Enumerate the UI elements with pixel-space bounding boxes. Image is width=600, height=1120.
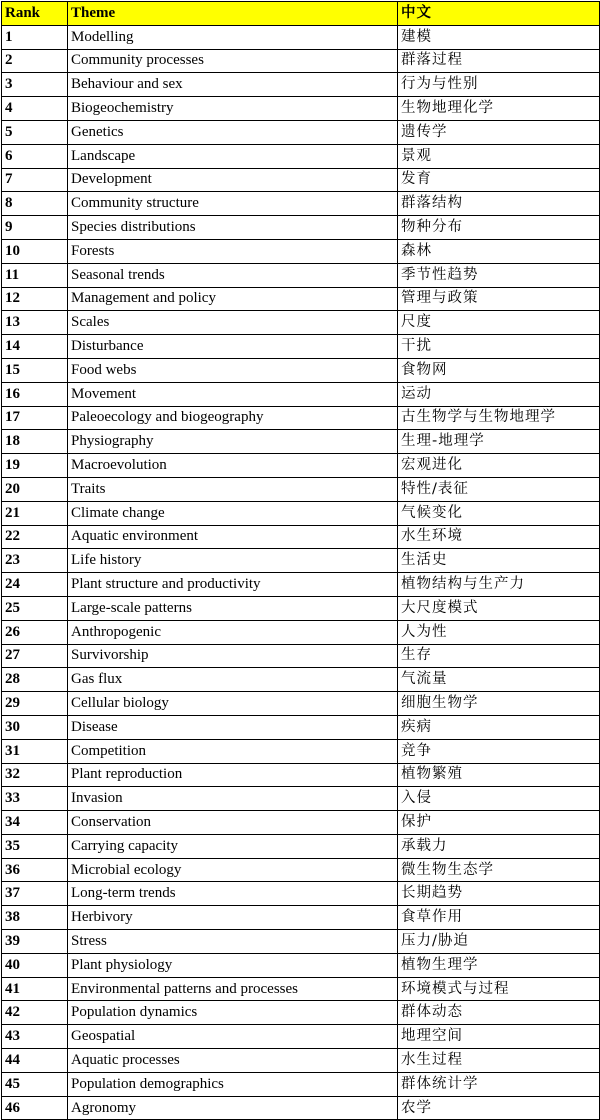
theme-cell: Anthropogenic (68, 620, 398, 644)
rank-cell: 34 (2, 811, 68, 835)
chinese-cell: 季节性趋势 (398, 263, 600, 287)
chinese-cell: 运动 (398, 382, 600, 406)
table-row (2, 501, 600, 525)
table-row (2, 311, 600, 335)
chinese-cell: 承载力 (398, 834, 600, 858)
table-row (2, 596, 600, 620)
rank-cell: 3 (2, 73, 68, 97)
chinese-cell: 生存 (398, 644, 600, 668)
rank-cell: 21 (2, 501, 68, 525)
theme-cell: Species distributions (68, 216, 398, 240)
theme-cell: Agronomy (68, 1096, 398, 1120)
table-row (2, 97, 600, 121)
chinese-cell: 管理与政策 (398, 287, 600, 311)
chinese-cell: 遗传学 (398, 120, 600, 144)
rank-cell: 42 (2, 1001, 68, 1025)
theme-cell: Plant structure and productivity (68, 573, 398, 597)
rank-cell: 41 (2, 977, 68, 1001)
theme-cell: Aquatic processes (68, 1049, 398, 1073)
table-row (2, 1001, 600, 1025)
header-theme: Theme (68, 2, 398, 26)
rank-cell: 14 (2, 335, 68, 359)
chinese-cell: 植物结构与生产力 (398, 573, 600, 597)
table-row (2, 239, 600, 263)
chinese-cell: 特性/表征 (398, 477, 600, 501)
theme-cell: Long-term trends (68, 882, 398, 906)
rank-cell: 20 (2, 477, 68, 501)
theme-cell: Scales (68, 311, 398, 335)
rank-cell: 33 (2, 787, 68, 811)
table-row (2, 644, 600, 668)
theme-cell: Genetics (68, 120, 398, 144)
chinese-cell: 微生物生态学 (398, 858, 600, 882)
theme-cell: Geospatial (68, 1025, 398, 1049)
table-row (2, 216, 600, 240)
rank-cell: 23 (2, 549, 68, 573)
table-row (2, 858, 600, 882)
theme-cell: Macroevolution (68, 454, 398, 478)
chinese-cell: 疾病 (398, 715, 600, 739)
rank-cell: 27 (2, 644, 68, 668)
theme-cell: Paleoecology and biogeography (68, 406, 398, 430)
rank-cell: 7 (2, 168, 68, 192)
rank-cell: 28 (2, 668, 68, 692)
theme-cell: Physiography (68, 430, 398, 454)
theme-cell: Plant physiology (68, 953, 398, 977)
theme-cell: Microbial ecology (68, 858, 398, 882)
table-row (2, 882, 600, 906)
chinese-cell: 生理-地理学 (398, 430, 600, 454)
theme-cell: Environmental patterns and processes (68, 977, 398, 1001)
chinese-cell: 食物网 (398, 358, 600, 382)
table-row (2, 953, 600, 977)
theme-cell: Community structure (68, 192, 398, 216)
rank-cell: 37 (2, 882, 68, 906)
header-chinese: 中文 (398, 2, 600, 26)
theme-cell: Competition (68, 739, 398, 763)
rank-cell: 43 (2, 1025, 68, 1049)
chinese-cell: 地理空间 (398, 1025, 600, 1049)
table-row (2, 406, 600, 430)
rank-cell: 17 (2, 406, 68, 430)
table-row (2, 668, 600, 692)
rank-cell: 9 (2, 216, 68, 240)
rank-cell: 5 (2, 120, 68, 144)
theme-cell: Herbivory (68, 906, 398, 930)
table-row (2, 834, 600, 858)
chinese-cell: 景观 (398, 144, 600, 168)
theme-cell: Development (68, 168, 398, 192)
rank-cell: 45 (2, 1072, 68, 1096)
chinese-cell: 植物生理学 (398, 953, 600, 977)
chinese-cell: 长期趋势 (398, 882, 600, 906)
chinese-cell: 森林 (398, 239, 600, 263)
table-row (2, 25, 600, 49)
table-row (2, 811, 600, 835)
table-row (2, 287, 600, 311)
chinese-cell: 生物地理化学 (398, 97, 600, 121)
table-row (2, 49, 600, 73)
rank-cell: 11 (2, 263, 68, 287)
theme-cell: Plant reproduction (68, 763, 398, 787)
rank-cell: 29 (2, 692, 68, 716)
table-row (2, 382, 600, 406)
table-row (2, 168, 600, 192)
theme-cell: Community processes (68, 49, 398, 73)
chinese-cell: 尺度 (398, 311, 600, 335)
rank-cell: 16 (2, 382, 68, 406)
chinese-cell: 农学 (398, 1096, 600, 1120)
table-row (2, 358, 600, 382)
theme-cell: Climate change (68, 501, 398, 525)
chinese-cell: 群落过程 (398, 49, 600, 73)
table-header (2, 2, 600, 26)
theme-cell: Aquatic environment (68, 525, 398, 549)
table-body (2, 25, 600, 1120)
rank-cell: 31 (2, 739, 68, 763)
theme-cell: Conservation (68, 811, 398, 835)
chinese-cell: 水生过程 (398, 1049, 600, 1073)
chinese-cell: 植物繁殖 (398, 763, 600, 787)
chinese-cell: 入侵 (398, 787, 600, 811)
table-row (2, 787, 600, 811)
table-row (2, 1096, 600, 1120)
theme-cell: Traits (68, 477, 398, 501)
table-row (2, 73, 600, 97)
theme-cell: Movement (68, 382, 398, 406)
rank-cell: 24 (2, 573, 68, 597)
table-row (2, 454, 600, 478)
theme-cell: Gas flux (68, 668, 398, 692)
rank-cell: 18 (2, 430, 68, 454)
table-row (2, 620, 600, 644)
theme-cell: Management and policy (68, 287, 398, 311)
theme-cell: Biogeochemistry (68, 97, 398, 121)
chinese-cell: 食草作用 (398, 906, 600, 930)
theme-cell: Population demographics (68, 1072, 398, 1096)
chinese-cell: 保护 (398, 811, 600, 835)
table-row (2, 549, 600, 573)
rank-cell: 25 (2, 596, 68, 620)
theme-cell: Population dynamics (68, 1001, 398, 1025)
rank-cell: 30 (2, 715, 68, 739)
theme-cell: Large-scale patterns (68, 596, 398, 620)
chinese-cell: 物种分布 (398, 216, 600, 240)
rank-cell: 32 (2, 763, 68, 787)
chinese-cell: 大尺度模式 (398, 596, 600, 620)
chinese-cell: 建模 (398, 25, 600, 49)
table-row (2, 977, 600, 1001)
table-row (2, 1025, 600, 1049)
rank-cell: 36 (2, 858, 68, 882)
header-rank: Rank (2, 2, 68, 26)
rank-cell: 13 (2, 311, 68, 335)
chinese-cell: 人为性 (398, 620, 600, 644)
theme-cell: Survivorship (68, 644, 398, 668)
table-row (2, 1049, 600, 1073)
themes-table (1, 1, 600, 1120)
table-row (2, 692, 600, 716)
rank-cell: 40 (2, 953, 68, 977)
rank-cell: 15 (2, 358, 68, 382)
table-row (2, 120, 600, 144)
theme-cell: Life history (68, 549, 398, 573)
table-row (2, 715, 600, 739)
theme-cell: Behaviour and sex (68, 73, 398, 97)
rank-cell: 46 (2, 1096, 68, 1120)
chinese-cell: 生活史 (398, 549, 600, 573)
chinese-cell: 宏观进化 (398, 454, 600, 478)
rank-cell: 22 (2, 525, 68, 549)
table-row (2, 930, 600, 954)
theme-cell: Disturbance (68, 335, 398, 359)
table-row (2, 192, 600, 216)
table-row (2, 1072, 600, 1096)
chinese-cell: 水生环境 (398, 525, 600, 549)
rank-cell: 26 (2, 620, 68, 644)
theme-cell: Invasion (68, 787, 398, 811)
chinese-cell: 行为与性别 (398, 73, 600, 97)
table-row (2, 335, 600, 359)
chinese-cell: 群落结构 (398, 192, 600, 216)
table-row (2, 525, 600, 549)
chinese-cell: 气候变化 (398, 501, 600, 525)
theme-cell: Forests (68, 239, 398, 263)
rank-cell: 8 (2, 192, 68, 216)
theme-cell: Carrying capacity (68, 834, 398, 858)
rank-cell: 2 (2, 49, 68, 73)
table-row (2, 477, 600, 501)
chinese-cell: 压力/胁迫 (398, 930, 600, 954)
rank-cell: 6 (2, 144, 68, 168)
chinese-cell: 古生物学与生物地理学 (398, 406, 600, 430)
table-row (2, 144, 600, 168)
rank-cell: 38 (2, 906, 68, 930)
rank-cell: 10 (2, 239, 68, 263)
theme-cell: Landscape (68, 144, 398, 168)
rank-cell: 1 (2, 25, 68, 49)
rank-cell: 35 (2, 834, 68, 858)
theme-cell: Disease (68, 715, 398, 739)
theme-cell: Cellular biology (68, 692, 398, 716)
rank-cell: 44 (2, 1049, 68, 1073)
theme-cell: Modelling (68, 25, 398, 49)
table-row (2, 739, 600, 763)
theme-cell: Food webs (68, 358, 398, 382)
rank-cell: 12 (2, 287, 68, 311)
chinese-cell: 干扰 (398, 335, 600, 359)
header-row (2, 2, 600, 26)
table-row (2, 573, 600, 597)
table-row (2, 906, 600, 930)
theme-cell: Seasonal trends (68, 263, 398, 287)
chinese-cell: 发育 (398, 168, 600, 192)
table-row (2, 263, 600, 287)
chinese-cell: 气流量 (398, 668, 600, 692)
rank-cell: 4 (2, 97, 68, 121)
chinese-cell: 细胞生物学 (398, 692, 600, 716)
chinese-cell: 竞争 (398, 739, 600, 763)
chinese-cell: 环境模式与过程 (398, 977, 600, 1001)
chinese-cell: 群体统计学 (398, 1072, 600, 1096)
table-row (2, 430, 600, 454)
table-row (2, 763, 600, 787)
chinese-cell: 群体动态 (398, 1001, 600, 1025)
rank-cell: 39 (2, 930, 68, 954)
rank-cell: 19 (2, 454, 68, 478)
theme-cell: Stress (68, 930, 398, 954)
